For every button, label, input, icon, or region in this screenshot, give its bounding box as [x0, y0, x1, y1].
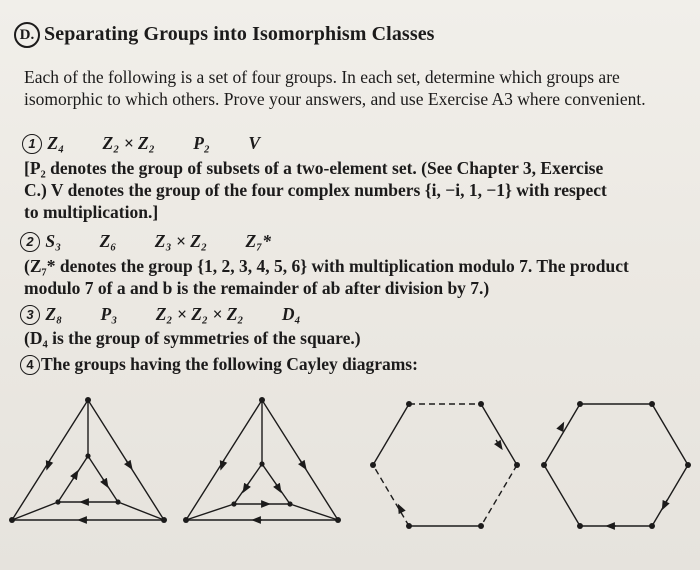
problem-4-number: 4	[20, 355, 40, 375]
group: Z₄	[47, 133, 65, 153]
group: Z₇*	[245, 231, 271, 251]
section-letter: D.	[14, 22, 40, 48]
hexagon-cayley-diagram-2	[541, 401, 691, 529]
group: Z₃ × Z₂	[154, 231, 208, 251]
group: Z₆	[99, 231, 117, 251]
problem-3-groups	[20, 303, 335, 325]
problem-4-line	[20, 353, 418, 375]
problem-2-note-line: (Z₇* denotes the group {1, 2, 3, 4, 5, 6} with multiplication modulo 7. The product	[24, 256, 629, 276]
hexagon-cayley-diagram-1	[370, 401, 520, 529]
problem-2-number: 2	[20, 232, 40, 252]
problem-1-groups	[22, 132, 294, 154]
section-title: Separating Groups into Isomorphism Classes	[44, 23, 435, 45]
problem-2-note-line: modulo 7 of a and b is the remainder of ab after division by 7.)	[24, 278, 490, 298]
group: V	[248, 133, 261, 153]
problem-4-text: The groups having the following Cayley diagrams:	[41, 354, 418, 374]
section-heading	[14, 22, 435, 48]
group: P₃	[100, 304, 118, 324]
group: D₄	[281, 304, 301, 324]
problem-3-note-line: (D₄ is the group of symmetries of the square.)	[24, 328, 361, 348]
triangle-cayley-diagram-2	[183, 397, 341, 523]
triangle-cayley-diagram-1	[9, 397, 167, 523]
problem-1-number: 1	[22, 134, 42, 154]
problem-1-note-line: to multiplication.]	[24, 202, 159, 222]
group: P₂	[193, 133, 211, 153]
problem-1-note-line: [P₂ denotes the group of subsets of a two-element set. (See Chapter 3, Exercise	[24, 158, 604, 178]
group: Z₈	[45, 304, 63, 324]
problem-3-number: 3	[20, 305, 40, 325]
intro-paragraph: Each of the following is a set of four groups. In each set, determine which groups are isomorphic to which others. Prove your answers, and use Exercise A3 where convenient.	[24, 67, 646, 109]
group: Z₂ × Z₂	[102, 133, 155, 153]
group: S₃	[45, 231, 62, 251]
group: Z₂ × Z₂ × Z₂	[155, 304, 244, 324]
cayley-diagrams	[0, 390, 700, 570]
problem-1-note-line: C.) V denotes the group of the four complex numbers {i, −i, 1, −1} with respect	[24, 180, 607, 200]
problem-2-groups	[20, 230, 305, 252]
